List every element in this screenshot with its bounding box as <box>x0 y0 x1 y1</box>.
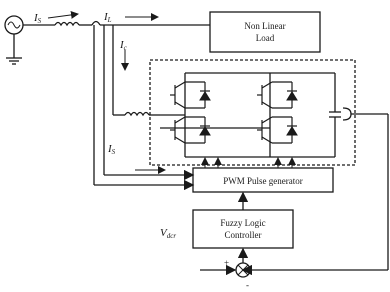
minus-sign: - <box>246 280 249 290</box>
plus-sign: + <box>224 258 230 268</box>
label-il: IL <box>104 11 112 24</box>
is-arrow <box>48 14 78 18</box>
ground-icon <box>6 58 22 64</box>
inverter-bridge <box>160 73 335 157</box>
fuzzy-controller-label-2: Controller <box>224 230 262 240</box>
label-is: IS <box>34 12 42 25</box>
igbt-switch-top-left-icon <box>170 82 210 108</box>
nonlinear-load-box <box>210 12 320 52</box>
coupling-inductor-icon <box>113 113 160 116</box>
nonlinear-load-label-1: Non Linear <box>244 21 286 31</box>
igbt-switch-bottom-left-icon <box>170 117 210 143</box>
source-line <box>23 22 210 26</box>
dc-capacitor-icon <box>329 73 351 157</box>
label-ic: Ic <box>120 39 127 52</box>
gate-signal-arrows <box>205 158 292 168</box>
igbt-switch-top-right-icon <box>257 82 297 108</box>
pwm-generator-label: PWM Pulse generator <box>223 176 303 186</box>
fuzzy-controller-box <box>193 210 293 248</box>
igbt-switch-bottom-right-icon <box>257 117 297 143</box>
inverter-enclosure <box>150 60 355 165</box>
label-vdc-ref: Vdcr <box>160 227 177 240</box>
label-is-inverter: IS <box>108 143 116 156</box>
fuzzy-controller-label-1: Fuzzy Logic <box>220 218 266 228</box>
ac-source-icon <box>5 16 23 58</box>
nonlinear-load-label-2: Load <box>255 33 275 43</box>
